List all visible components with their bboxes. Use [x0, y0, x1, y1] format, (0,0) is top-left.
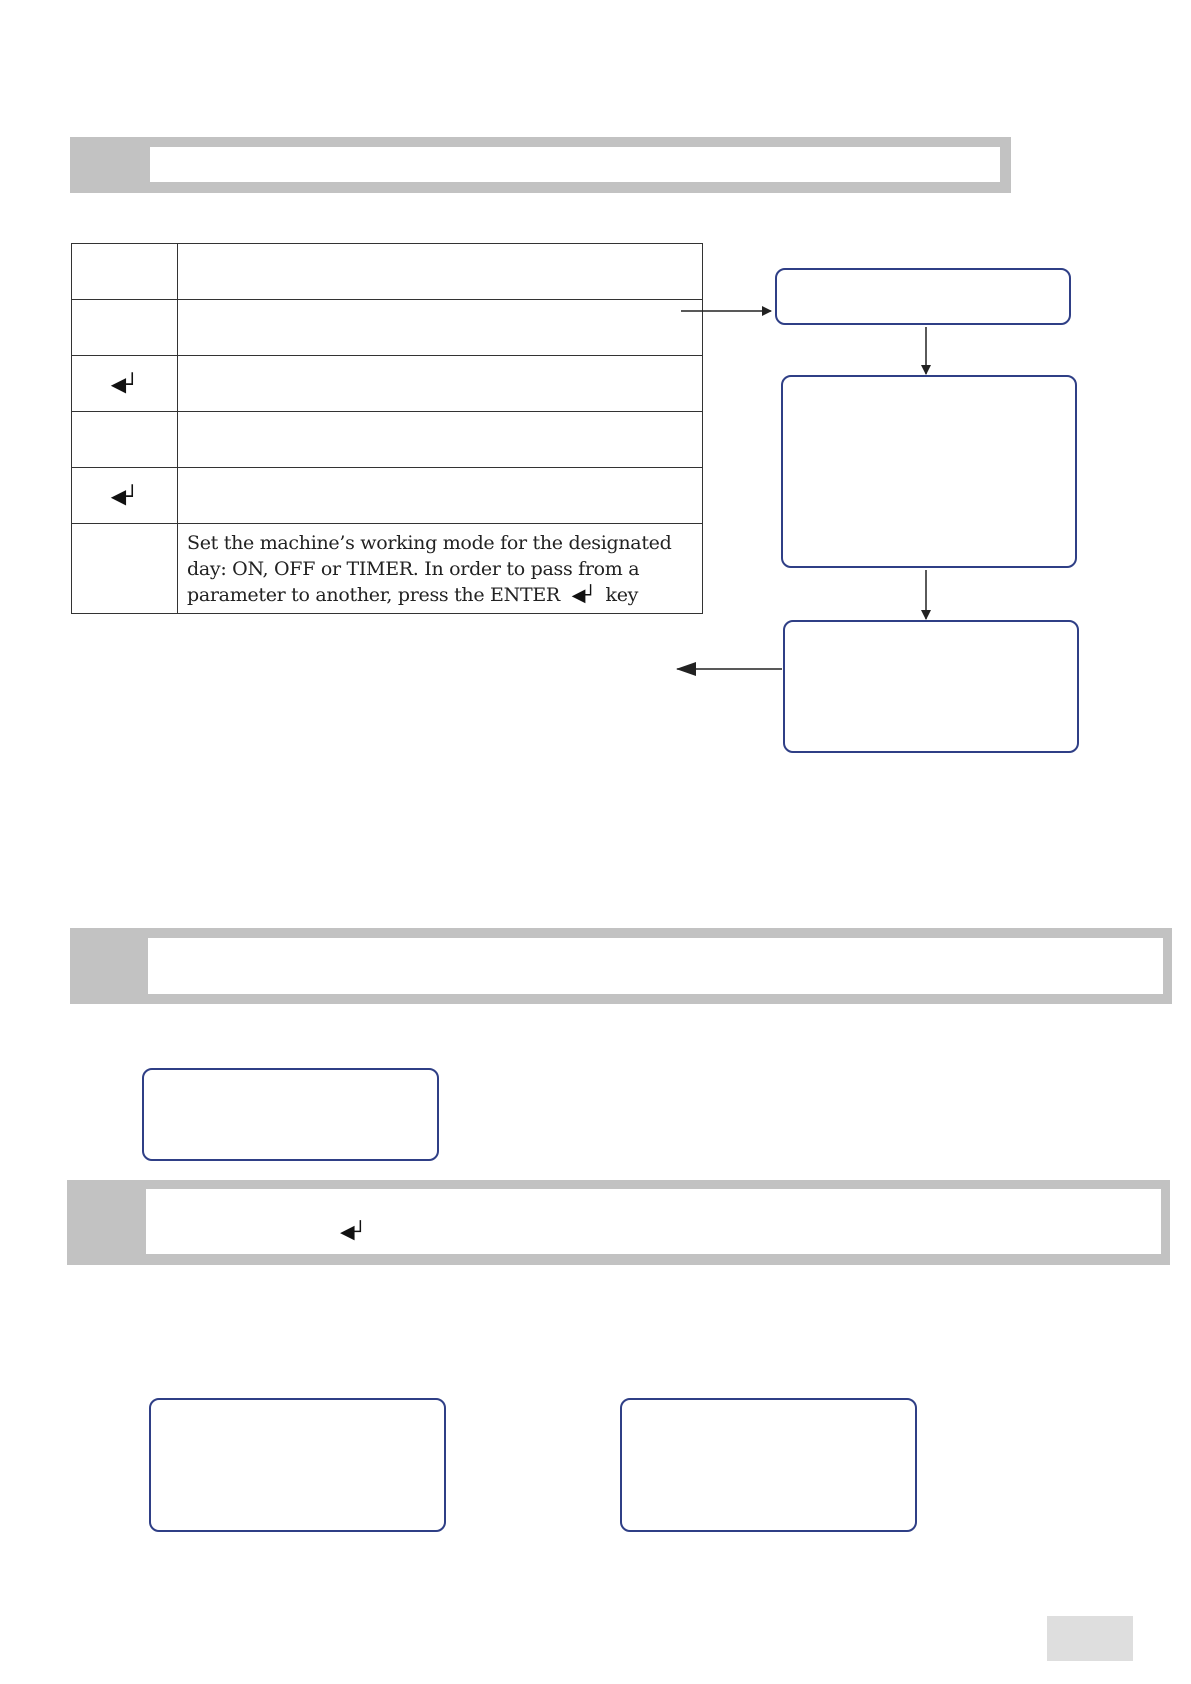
enter-key-icon: ◀┘ — [571, 585, 596, 606]
page-number-tab — [1047, 1616, 1133, 1661]
enter-key-icon: ◀┘ — [340, 1221, 367, 1243]
key-word: key — [605, 584, 639, 606]
lcd-display-4 — [142, 1068, 439, 1161]
section-banner-lower-field — [146, 1189, 1161, 1254]
enter-key-icon: ◀┘ — [110, 371, 139, 396]
lcd-display-5 — [149, 1398, 446, 1532]
working-mode-instruction: Set the machine’s working mode for the designated day: ON, OFF or TIMER. In order to pass from a parameter to another, press the ENTER — [187, 532, 672, 606]
section-banner-middle-field — [148, 938, 1163, 994]
lcd-display-6 — [620, 1398, 917, 1532]
section-banner-lower — [67, 1180, 1170, 1265]
section-banner-middle — [70, 928, 1172, 1004]
enter-key-icon: ◀┘ — [110, 483, 139, 508]
